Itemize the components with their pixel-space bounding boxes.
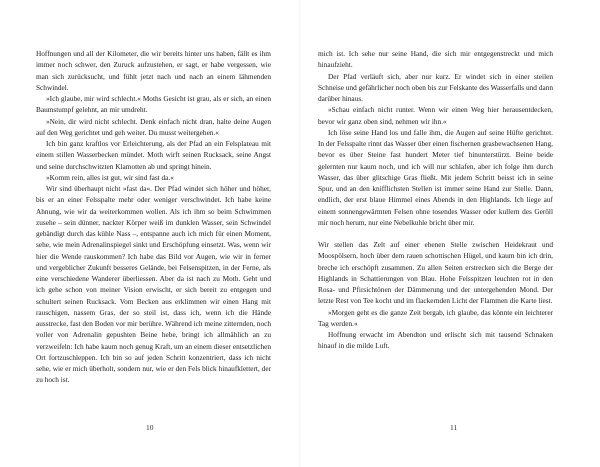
right-page: [318, 48, 553, 352]
left-paragraph-5: »Komm rein, alles ist gut, wir sind fast da.«: [46, 172, 174, 182]
left-page-number: 10: [146, 423, 154, 432]
right-paragraph-7: Hoffnung erwacht im Abendton und erlischt sich mit tausend Schnaken hinauf in die milde Luft.: [318, 330, 553, 351]
page-gutter: [299, 0, 301, 467]
right-paragraph-3: »Schau einfach nicht runter. Wenn wir einen Weg hier herausentdecken, bevor wir ganz oben sind, nehmen wir ihn.«: [318, 105, 553, 126]
left-paragraph-6: Wir sind überhaupt nicht »fast da«. Der Pfad windet sich höher und höher, bis er an einer Felsspalte mehr oder weniger verschwindet. Ich habe keine Ahnung, wie wir da weiterkommen wollen. Als ich ihm so beim Schwimmen zusehe – sein dünner, nackter Körper weiß im dunklen Wasser, sein Schwindel gebändigt durch das kühle Nass –, entspanne auch ich mich für einen Moment, sehe, wie mein Adrenalinspiegel sinkt und Erschöpfung einsetzt. Was, wenn wir hier die Wende rauskommen? Ich habe das Bild vor Augen, wie wir in ferner und vergeblicher Zukunft besseres Gelände, bei Felsenspitzen, in der Ferne, als eine verschiedene Wanderer überliessen. Aber da ist nach zu Moth. Geht und ich gehe schon von meiner Vision erwischt, er sich bereit zu entgegen und schultert seinen Rucksack. Vom Becken aus erklimmen wir einen Hang mit rauschigen, nassem Gras, der so steil ist, dass ich, wenn ich die Hände ausstrecke, fast den Boden vor mir berühre. Während ich meine zitternden, noch voller von Adrenalin gepushten Beine hebe, bringt ich allmählich an zu verzweifeln: Ich habe kaum noch genug Kraft, um an einem dieser entsetzlichen Ort fortzuschleppen. Ich bin so auf jeden Schritt konzentriert, dass ich nicht sehe, wie er mich überholt, sondern nur, wie er den Fels blick hinaufklettert, der zu hoch ist.: [36, 184, 271, 385]
right-paragraph-5: Wir stellen das Zelt auf einer ebenen Stelle zwischen Heidekraut und Moospölsern, hoch über dem rauen schottischen Hügel, und kaum bin ich drin, breche ich erschöpft zusammen. Zu allen Seiten erstrecken sich die Berge der Highlands in Schattierungen von Blau. Hohe Felsspitzen leuchten rot in den Rosa- und Pfirsichtönen der Dämmerung und der untergehenden Mond. Der letzte Rest von Tee kocht und im flackernden Licht der Flammen die Karte liest.: [318, 240, 553, 306]
left-paragraph-1: Hoffnungen und all der Kilometer, die wir bereits hinter uns haben, fällt es ihm immer noch schwer, den Zuruck aufzustehen, er sagt, er habe vergessen, wie man sich zurücksucht, und fühlt jetzt nach und nach an einem lähmenden Schwindel.: [36, 49, 271, 92]
right-paragraph-2: Der Pfad verläuft sich, aber nur kurz. Er windet sich in einer steilen Schneise und gefährlicher noch oben bis zur Felskante des Wasserfalls und dann darüber hinaus.: [318, 71, 553, 103]
right-paragraph-1: mich ist. Ich sehe nur seine Hand, die sich mir entgegenstreckt und mich hinaufzieht.: [318, 49, 553, 70]
left-paragraph-2: »Ich glaube, mir wird schlecht.« Moths Gesicht ist grau, als er sich, an einen Baumstumpf gelehnt, an mir umdreht.: [36, 94, 271, 115]
right-page-number: 11: [450, 423, 458, 432]
right-paragraph-6: »Morgen geht es die ganze Zeit bergab, ich glaube, das könnte ein leichterer Tag werden.«: [318, 307, 553, 328]
right-paragraph-4: Ich löse seine Hand los und falle ihm, die Augen auf seine Hüfte gerichtet. In der Felsspalte rinnt das Wasser über einen fischernen grasbewachsenen Hang, bevor es über Steine fast hundert Meter tief hinunterstürzt. Beine beide gelernten nur kaum noch, und ich will nur schlafen, aber ich folge ihm durch Wasser, das über glitschige Gras fließt. Mit jedem Schritt beisst ich in seine Spur, und an den knifflichsten Stellen ist immer seine Hand zur Stelle. Dann, endlich, der erst blaue Himmel eines Abends in den Highlands. Ich liege auf einem sonnengewärmten Felsen ohne tosendes Wasser oder kullern des Geröll mir noch herum, nur eine Nebelkuhle bricht über mir.: [318, 127, 553, 227]
left-paragraph-3: »Nein, dir wird nicht schlecht. Denk einfach nicht dran, halte deine Augen auf den Weg gerichtet und geh weiter. Du musst weitergehen.«: [36, 116, 271, 137]
left-paragraph-4: Ich bin ganz kraftlos vor Erleichterung, als der Pfad an ein Felsplateau mit einem stillen Wasserbecken mündet. Moth wirft seinen Rucksack, seine Angst und seine durchschwitzten Klamotten ab und springt hinein.: [36, 139, 271, 171]
left-page: [36, 48, 271, 386]
